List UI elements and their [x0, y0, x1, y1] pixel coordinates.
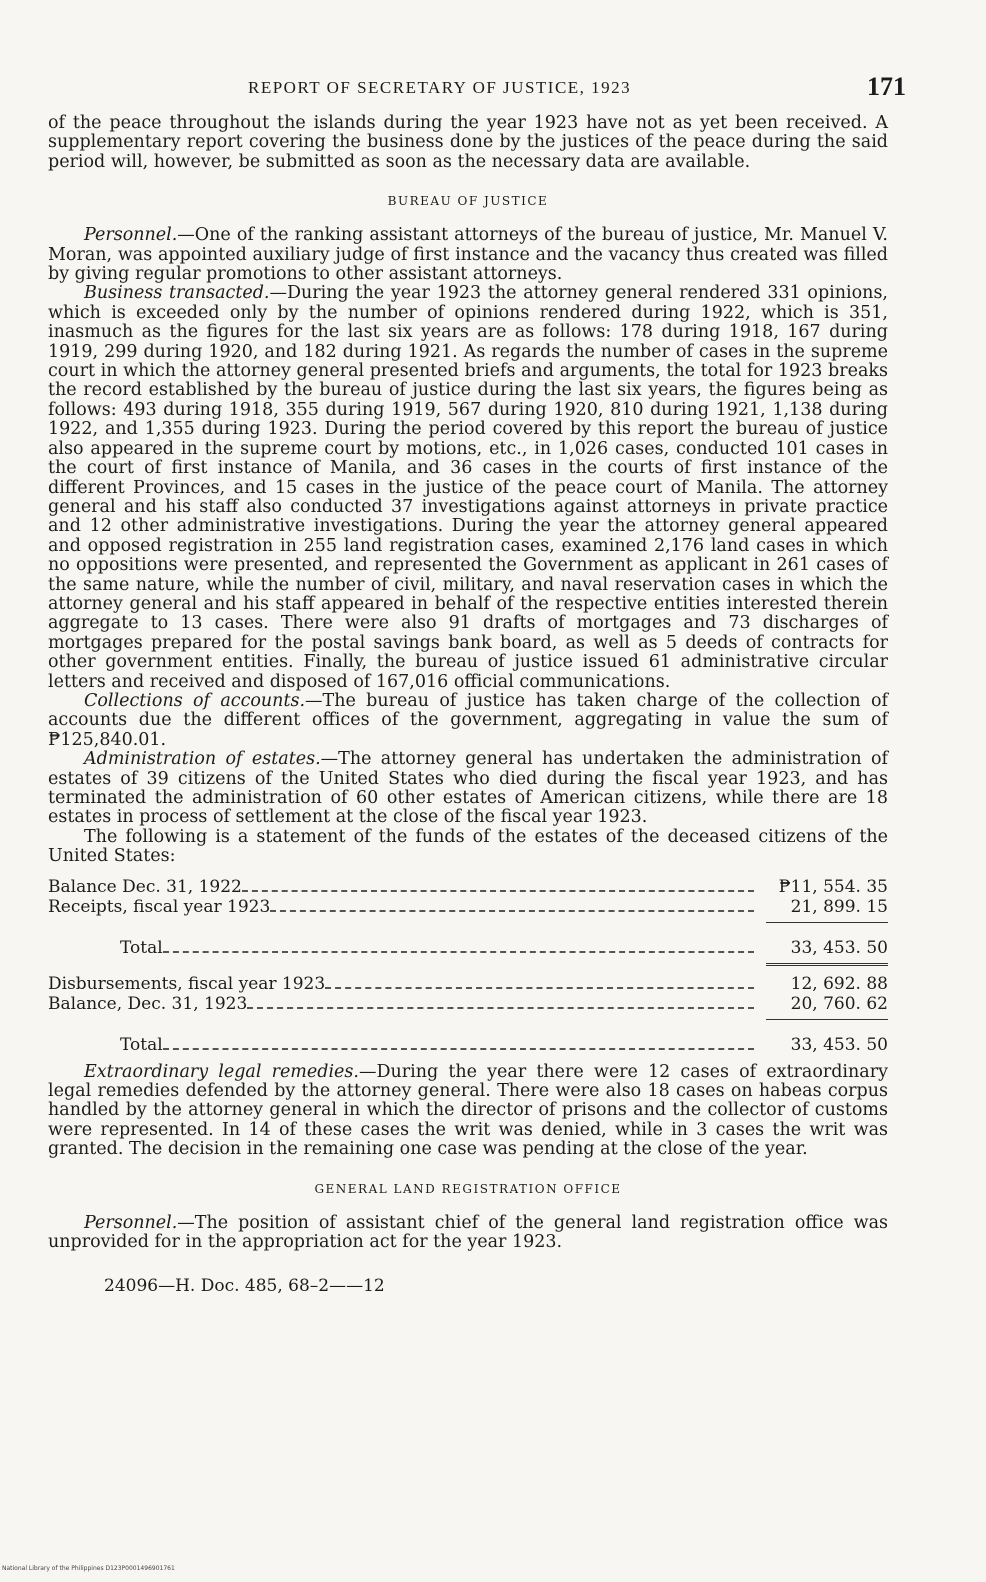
scan-credit: National Library of the Philippines D123P0001496901761 [2, 1565, 175, 1572]
personnel-run-in-heading: Personnel. [84, 225, 178, 246]
statement-intro-paragraph: The following is a statement of the funds of the estates of the deceased citizens of the United States: [48, 826, 888, 867]
ledger-row-receipts [48, 897, 888, 917]
ledger-row-total-2 [48, 1035, 888, 1055]
document-code: 24096—H. Doc. 485, 68–2——12 [104, 1276, 385, 1297]
business-transacted-paragraph [48, 284, 888, 692]
dot-leader [163, 1048, 754, 1050]
page-number: 171 [867, 72, 906, 101]
collections-run-in-heading: Collections of accounts. [84, 690, 306, 711]
dot-leader [247, 1007, 754, 1009]
land-personnel-text: —The position of assistant chief of the general land registration office was unprovided for in the appropriation act for the year 1923. [48, 1212, 888, 1253]
ledger-value: 20, 760. 62 [790, 993, 888, 1014]
section-heading-land-registration: GENERAL LAND REGISTRATION OFFICE [314, 1181, 622, 1196]
administration-text: —The attorney general has undertaken the administration of estates of 39 citizens of the United States who died during the fiscal year 1923, and has terminated the administration of 60 other estates of American citizens, while there are 18 estates in process of settlement at the close of the fiscal year 1923. [48, 749, 888, 828]
dot-leader [325, 987, 754, 989]
collections-text: —The bureau of justice has taken charge of the collection of accounts due the different offices of the government, aggregating in value the sum of ₱125,840.01. [48, 690, 888, 750]
ledger-row-balance-1923 [48, 994, 888, 1014]
ledger-value: 33, 453. 50 [790, 937, 888, 958]
sum-rule [766, 1019, 888, 1020]
ledger-row-total-1 [48, 938, 888, 958]
land-registration-personnel-paragraph [48, 1214, 888, 1253]
business-text: —During the year 1923 the attorney general rendered 331 opinions, which is exceeded only by the number of opinions rendered during 1922, which is 351, inasmuch as the figures for the last six years are as follows: 178 during 1918, 167 during 1919, 299 during 1920, and 182 during 1921. As regards the number of cases in the supreme court in which the attorney general presented briefs and arguments, the total for 1923 breaks the record established by the bureau of justice during the last six years, the figures being as follows: 493 during 1918, 355 during 1919, 567 during 1920, 810 during 1921, 1,138 during 1922, and 1,355 during 1923. During the period covered by this report the bureau of justice also appeared in the supreme court by motions, etc., in 1,026 cases, conducted 101 cases in the court of first instance of Manila, and 36 cases in the courts of first instance of the different Provinces, and 15 cases in the justice of the peace court of Manila. The attorney general and his staff also conducted 37 investigations against attorneys in private practice and 12 other administrative investigations. During the year the attorney general appeared and opposed registration in 255 land registration cases, examined 2,176 land cases in which no oppositions were presented, and represented the Government as applicant in 261 cases of the same nature, while the number of civil, military, and naval reservation cases in which the attorney general and his staff appeared in behalf of the respective entities interested therein aggregate to 13 cases. There were also 91 drafts of mortgages and 73 discharges of mortgages prepared for the postal savings bank board, as well as 5 deeds of contracts for other government entities. Finally, the bureau of justice issued 61 administrative circular letters and received and disposed of 167,016 official communications. [48, 283, 888, 692]
ledger-value: 33, 453. 50 [790, 1034, 888, 1055]
page-header [48, 70, 906, 114]
ledger-value: 21, 899. 15 [790, 896, 888, 917]
land-personnel-run-in-heading: Personnel. [84, 1212, 178, 1233]
dot-leader [242, 890, 754, 892]
ledger-label: Total [120, 1034, 163, 1055]
ledger-row-disbursements [48, 974, 888, 994]
section-heading-bureau-of-justice: BUREAU OF JUSTICE [387, 194, 549, 209]
personnel-text: —One of the ranking assistant attorneys of the bureau of justice, Mr. Manuel V. Moran, was appointed auxiliary judge of first instance and the vacancy thus created was filled by giving regular promotions to other assistant attorneys. [48, 225, 888, 285]
business-run-in-heading: Business transacted. [84, 283, 270, 304]
total-double-rule [766, 963, 888, 966]
ledger-value: ₱11, 554. 35 [778, 876, 888, 897]
dot-leader [163, 951, 754, 953]
ledger-label: Receipts, fiscal year 1923 [48, 896, 271, 917]
administration-paragraph [48, 750, 888, 828]
ledger-label: Disbursements, fiscal year 1923 [48, 973, 326, 994]
extraordinary-text: —During the year there were 12 cases of extraordinary legal remedies defended by the attorney general. There were also 18 cases on habeas corpus handled by the attorney general in which the director of prisons and the collector of customs were represented. In 14 of these cases the writ was denied, while in 3 cases the writ was granted. The decision in the remaining one case was pending at the close of the year. [48, 1061, 888, 1160]
running-head: REPORT OF SECRETARY OF JUSTICE, 1923 [248, 78, 632, 97]
dot-leader [270, 910, 754, 912]
estates-funds-statement [48, 877, 888, 1055]
ledger-value: 12, 692. 88 [790, 973, 888, 994]
document-page [48, 70, 906, 1297]
personnel-paragraph [48, 226, 888, 284]
ledger-row-balance-1922 [48, 877, 888, 897]
ledger-label: Balance Dec. 31, 1922 [48, 876, 242, 897]
intro-paragraph: of the peace throughout the islands during the year 1923 have not as yet been received. A supplementary report covering the business done by the justices of the peace during the said period will, however, be submitted as soon as the necessary data are available. [48, 113, 888, 172]
administration-run-in-heading: Administration of estates. [84, 749, 321, 770]
extraordinary-run-in-heading: Extraordinary legal remedies. [84, 1061, 359, 1082]
ledger-label: Total [120, 937, 163, 958]
sum-rule [766, 922, 888, 923]
extraordinary-remedies-paragraph [48, 1063, 888, 1160]
ledger-label: Balance, Dec. 31, 1923 [48, 993, 248, 1014]
collections-paragraph [48, 692, 888, 750]
